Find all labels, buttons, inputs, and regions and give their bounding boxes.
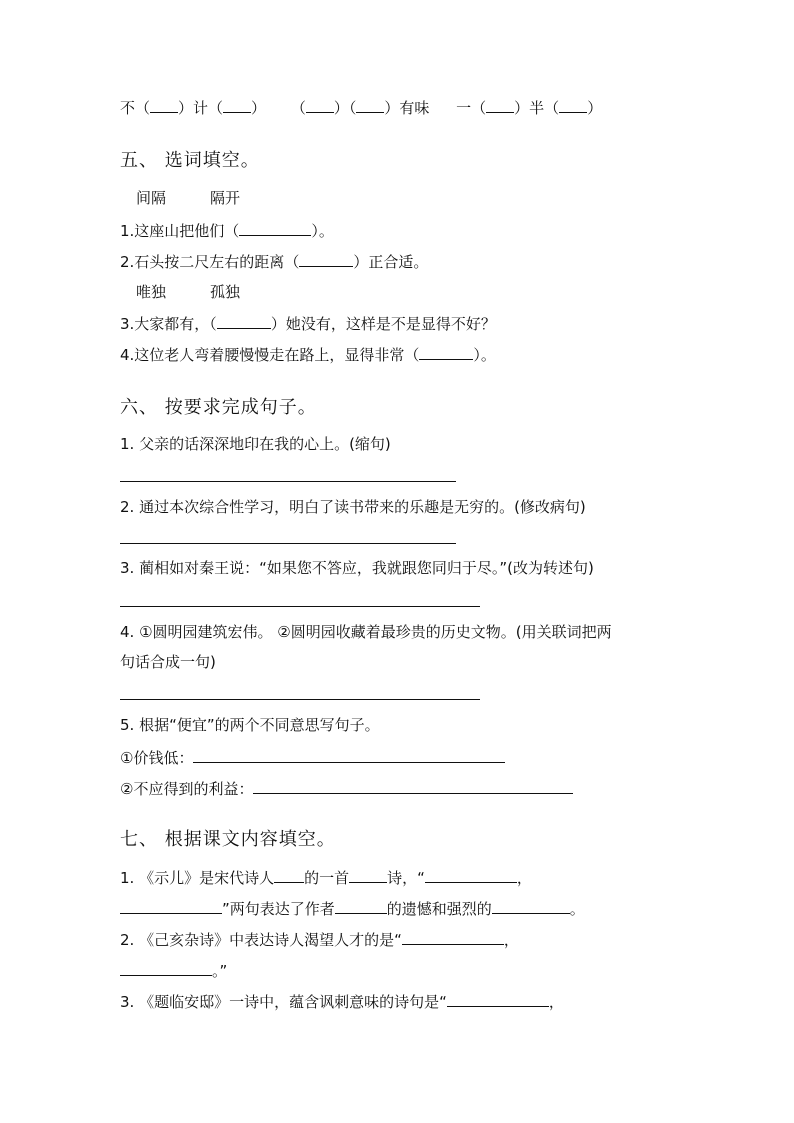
s5-question-1: 1.这座山把他们（ ）。	[120, 222, 334, 240]
s6-question-2: 2. 通过本次综合性学习，明白了读书带来的乐趣是无穷的。(修改病句)	[120, 498, 586, 516]
idiom-2: （ ）（ ）有味	[290, 99, 430, 117]
answer-blank[interactable]	[253, 778, 573, 794]
answer-line[interactable]	[120, 543, 456, 544]
blank[interactable]	[217, 313, 271, 329]
idiom-row	[120, 97, 602, 118]
s7-question-2-line-2: 。”	[120, 960, 227, 981]
blank[interactable]	[559, 97, 587, 113]
answer-line[interactable]	[120, 606, 480, 607]
blank[interactable]	[299, 251, 353, 267]
blank[interactable]	[486, 97, 514, 113]
s5-question-2: 2.石头按二尺左右的距离（ ）正合适。	[120, 253, 429, 271]
answer-line[interactable]	[120, 481, 456, 482]
word-choice-pair-1: 间隔 隔开	[136, 189, 241, 207]
blank[interactable]	[349, 867, 387, 883]
blank[interactable]	[356, 97, 384, 113]
blank[interactable]	[492, 898, 570, 914]
blank[interactable]	[223, 97, 251, 113]
s5-question-3: 3.大家都有，（ ）她没有，这样是不是显得不好？	[120, 315, 496, 333]
s6-question-4-line-2: 句话合成一句)	[120, 653, 216, 671]
section5-title: 五、 选词填空。	[120, 150, 260, 171]
blank[interactable]	[239, 220, 311, 236]
blank[interactable]	[419, 344, 473, 360]
answer-blank[interactable]	[193, 747, 505, 763]
idiom-3: 一（ ）半（ ）	[456, 99, 603, 117]
blank[interactable]	[447, 991, 549, 1007]
blank[interactable]	[150, 97, 178, 113]
blank[interactable]	[425, 867, 517, 883]
idiom-1: 不（ ）计（ ）	[120, 99, 267, 117]
blank[interactable]	[402, 929, 504, 945]
blank[interactable]	[306, 97, 334, 113]
s6-question-5-b: ②不应得到的利益：	[120, 778, 573, 799]
section7-title: 七、 根据课文内容填空。	[120, 829, 336, 850]
s7-question-1-line-1: 1. 《示儿》是宋代诗人 的一首 诗，“ ，	[120, 869, 532, 887]
section6-title: 六、 按要求完成句子。	[120, 397, 317, 418]
blank[interactable]	[335, 898, 387, 914]
s6-question-5-a: ①价钱低：	[120, 747, 505, 768]
s7-question-1-line-2: ”两句表达了作者 的遗憾和强烈的 。	[120, 898, 585, 919]
s6-question-1: 1. 父亲的话深深地印在我的心上。(缩句)	[120, 435, 391, 453]
blank[interactable]	[274, 867, 304, 883]
s7-question-2-line-1: 2. 《己亥杂诗》中表达诗人渴望人才的是“ ，	[120, 931, 519, 949]
answer-line[interactable]	[120, 699, 480, 700]
word-choice-pair-2: 唯独 孤独	[136, 283, 241, 301]
s6-question-5: 5. 根据“便宜”的两个不同意思写句子。	[120, 716, 380, 734]
blank[interactable]	[120, 960, 212, 976]
s6-question-4-line-1: 4. ①圆明园建筑宏伟。 ②圆明园收藏着最珍贵的历史文物。(用关联词把两	[120, 623, 612, 641]
s7-question-3: 3. 《题临安邸》一诗中，蕴含讽刺意味的诗句是“ ，	[120, 993, 564, 1011]
s5-question-4: 4.这位老人弯着腰慢慢走在路上，显得非常（ ）。	[120, 346, 496, 364]
blank[interactable]	[120, 898, 222, 914]
s6-question-3: 3. 蔺相如对秦王说：“如果您不答应，我就跟您同归于尽。”(改为转述句)	[120, 559, 594, 577]
